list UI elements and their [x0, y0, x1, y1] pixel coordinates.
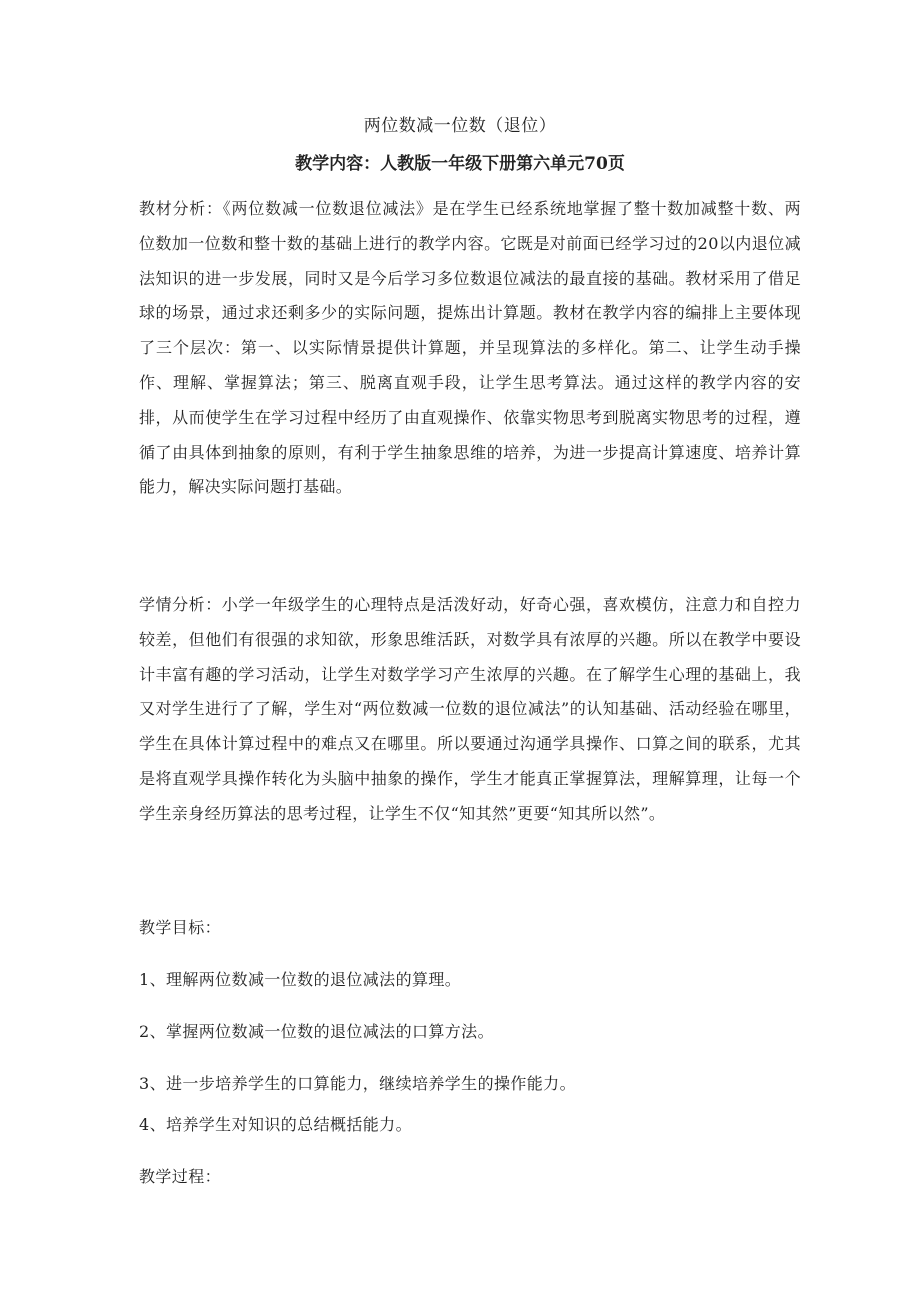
teaching-content-line: 教学内容：人教版一年级下册第六单元70页 [295, 154, 625, 174]
objective-item-2: 2、掌握两位数减一位数的退位减法的口算方法。 [139, 1022, 494, 1041]
objective-item-3: 3、进一步培养学生的口算能力，继续培养学生的操作能力。 [139, 1074, 576, 1093]
objectives-heading: 教学目标： [139, 918, 222, 937]
student-analysis-paragraph: 学情分析：小学一年级学生的心理特点是活泼好动，好奇心强，喜欢模仿，注意力和自控力较差，但他们有很强的求知欲，形象思维活跃，对数学具有浓厚的兴趣。所以在教学中要设计丰富有趣的学习活动，让学生对数学学习产生浓厚的兴趣。在了解学生心理的基础上，我又对学生进行了了解，学生对“两位数减一位数的退位减法”的认知基础、活动经验在哪里，学生在具体计算过程中的难点又在哪里。所以要通过沟通学具操作、口算之间的联系，尤其是将直观学具操作转化为头脑中抽象的操作，学生才能真正掌握算法，理解算理，让每一个学生亲身经历算法的思考过程，让学生不仅“知其然”更要“知其所以然”。 [139, 595, 801, 823]
material-analysis-paragraph: 教材分析：《两位数减一位数退位减法》是在学生已经系统地掌握了整十数加减整十数、两位数加一位数和整十数的基础上进行的教学内容。它既是对前面已经学习过的20以内退位减法知识的进一步发展，同时又是今后学习多位数退位减法的最直接的基础。教材采用了借足球的场景，通过求还剩多少的实际问题，提炼出计算题。教材在教学内容的编排上主要体现了三个层次：第一、以实际情景提供计算题，并呈现算法的多样化。第二、让学生动手操作、理解、掌握算法；第三、脱离直观手段，让学生思考算法。通过这样的教学内容的安排，从而使学生在学习过程中经历了由直观操作、依靠实物思考到脱离实物思考的过程，遵循了由具体到抽象的原则，有利于学生抽象思维的培养，为进一步提高计算速度、培养计算能力，解决实际问题打基础。 [139, 199, 801, 497]
document-title: 两位数减一位数（退位） [363, 116, 557, 136]
objective-item-4: 4、培养学生对知识的总结概括能力。 [139, 1115, 412, 1134]
objective-item-1: 1、理解两位数减一位数的退位减法的算理。 [139, 970, 462, 989]
process-heading: 教学过程： [139, 1167, 222, 1186]
